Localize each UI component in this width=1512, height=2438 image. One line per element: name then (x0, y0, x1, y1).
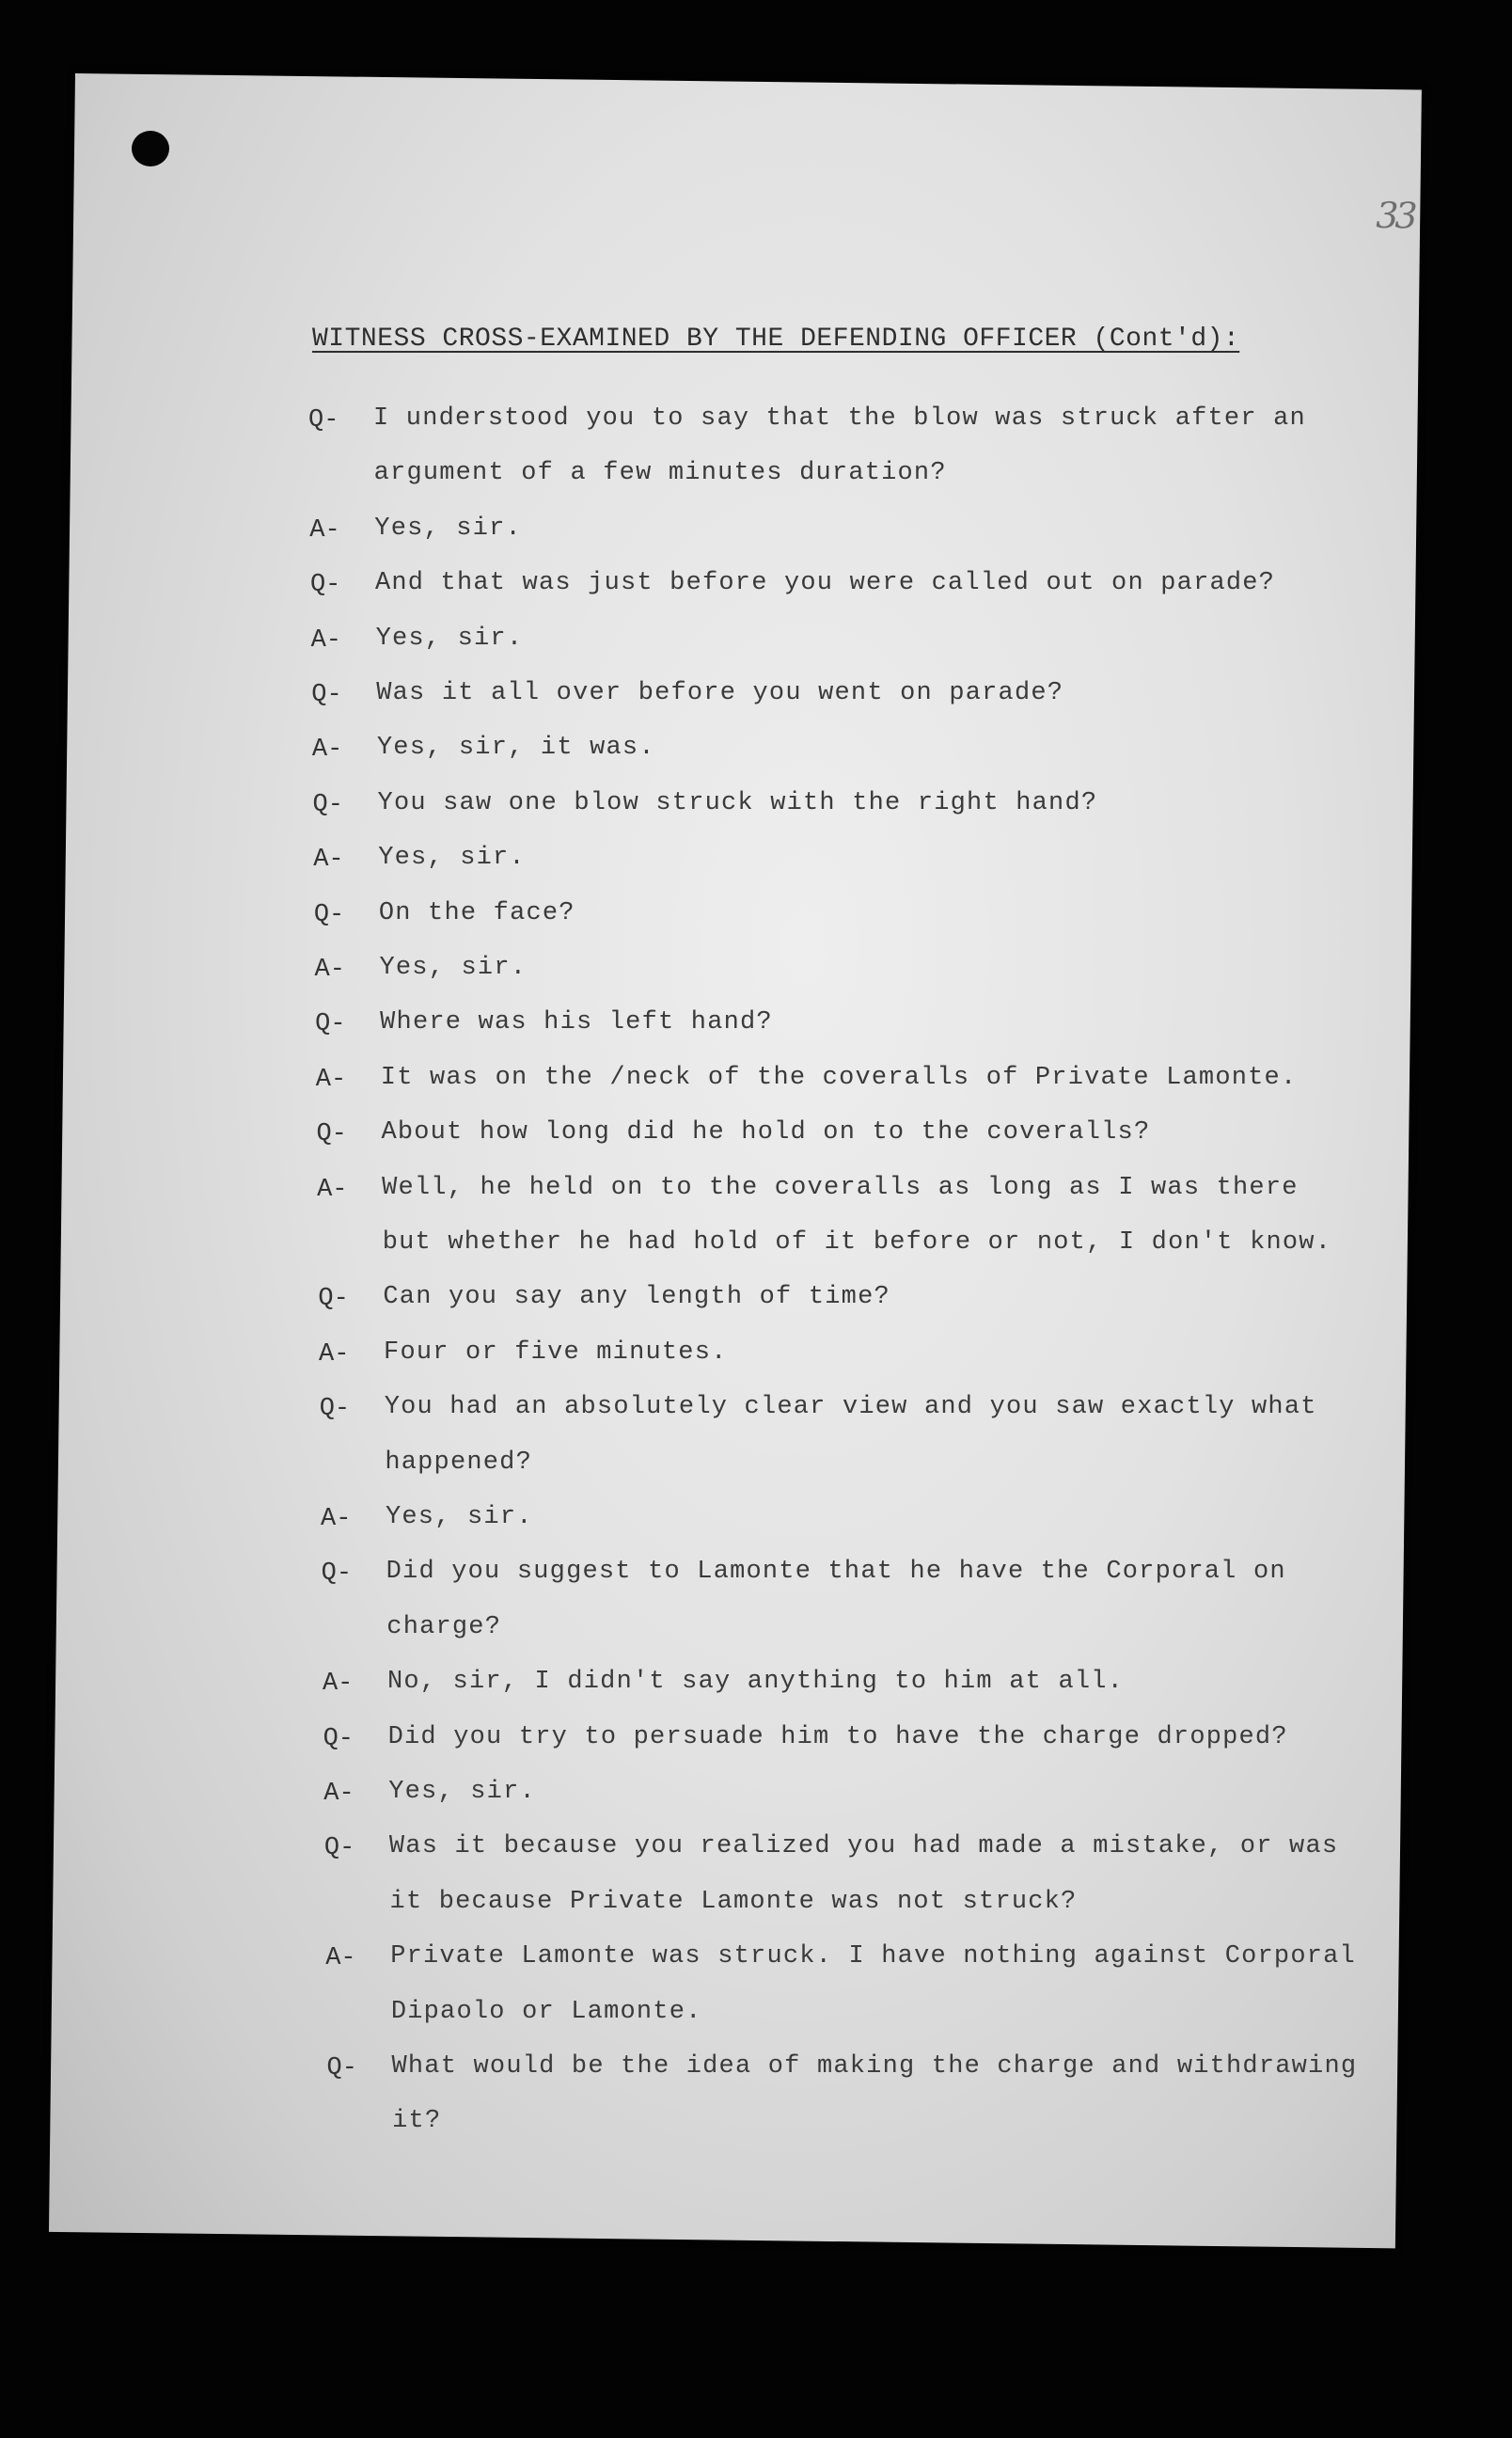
answer-text: Yes, sir, it was. (376, 734, 655, 763)
answer-text: Yes, sir. (388, 1778, 536, 1806)
answer-label: A- (319, 1339, 350, 1369)
answer-text: It was on the /neck of the coveralls of Private Lamonte. (380, 1063, 1298, 1092)
question-label: Q- (319, 1395, 351, 1424)
question-text: happened? (385, 1448, 532, 1477)
answer-text: No, sir, I didn't say anything to him at all. (386, 1668, 1125, 1697)
answer-text: but whether he had hold of it before or not, I don't know. (382, 1228, 1332, 1257)
question-label: Q- (315, 1010, 346, 1039)
question-text: it because Private Lamonte was not struck? (389, 1887, 1078, 1916)
answer-text: Yes, sir. (386, 1503, 533, 1531)
question-text: Where was his left hand? (380, 1008, 773, 1037)
answer-label: A- (317, 1175, 348, 1204)
section-header: WITNESS CROSS-EXAMINED BY THE DEFENDING OFFICER (Cont'd): (312, 325, 1240, 354)
question-text: Can you say any length of time? (383, 1283, 890, 1312)
question-text: Did you try to persuade him to have the charge dropped? (387, 1722, 1288, 1751)
answer-label: A- (321, 1505, 352, 1533)
question-label: Q- (316, 1120, 347, 1149)
question-label: Q- (323, 1834, 355, 1863)
question-text: On the face? (378, 898, 575, 927)
answer-label: A- (310, 625, 341, 655)
page-number: 33 (1375, 194, 1414, 237)
question-label: Q- (313, 900, 345, 929)
answer-label: A- (314, 956, 345, 984)
answer-text: Well, he held on to the coveralls as long as I was there (382, 1173, 1299, 1202)
question-label: Q- (311, 681, 342, 709)
answer-label: A- (311, 736, 343, 765)
question-text: argument of a few minutes duration? (373, 459, 947, 488)
answer-text: Yes, sir. (374, 514, 522, 543)
question-label: Q- (309, 571, 341, 600)
question-text: You had an absolutely clear view and you saw exactly what (384, 1393, 1317, 1422)
answer-text: Yes, sir. (375, 624, 524, 653)
answer-text: Yes, sir. (378, 844, 526, 873)
question-text: You saw one blow struck with the right hand? (377, 788, 1098, 817)
answer-label: A- (309, 515, 340, 545)
question-text: I understood you to say that the blow was struck after an (373, 404, 1306, 433)
question-text: Was it because you realized you had made a mistake, or was (388, 1832, 1339, 1861)
answer-label: A- (315, 1065, 347, 1094)
question-text: And that was just before you were called out on parade? (374, 569, 1276, 598)
question-label: Q- (326, 2054, 357, 2082)
answer-label: A- (322, 1670, 354, 1699)
question-label: Q- (312, 790, 343, 819)
answer-text: Dipaolo or Lamonte. (390, 1997, 702, 2026)
answer-label: A- (325, 1944, 356, 1973)
answer-text: Four or five minutes. (384, 1338, 728, 1367)
question-label: Q- (321, 1559, 353, 1589)
question-label: Q- (308, 406, 339, 435)
answer-label: A- (323, 1780, 354, 1808)
answer-label: A- (313, 846, 344, 875)
question-label: Q- (318, 1285, 349, 1314)
question-text: it? (392, 2107, 442, 2136)
answer-text: Yes, sir. (379, 954, 528, 982)
answer-text: Private Lamonte was struck. I have nothing against Corporal (390, 1942, 1356, 1971)
question-text: Was it all over before you went on parade? (376, 679, 1064, 707)
question-text: Did you suggest to Lamonte that he have the Corporal on (386, 1558, 1286, 1587)
question-text: What would be the idea of making the charge and withdrawing (391, 2052, 1358, 2081)
question-text: charge? (386, 1612, 502, 1641)
question-text: About how long did he hold on to the coveralls? (381, 1118, 1151, 1148)
question-label: Q- (323, 1724, 354, 1753)
